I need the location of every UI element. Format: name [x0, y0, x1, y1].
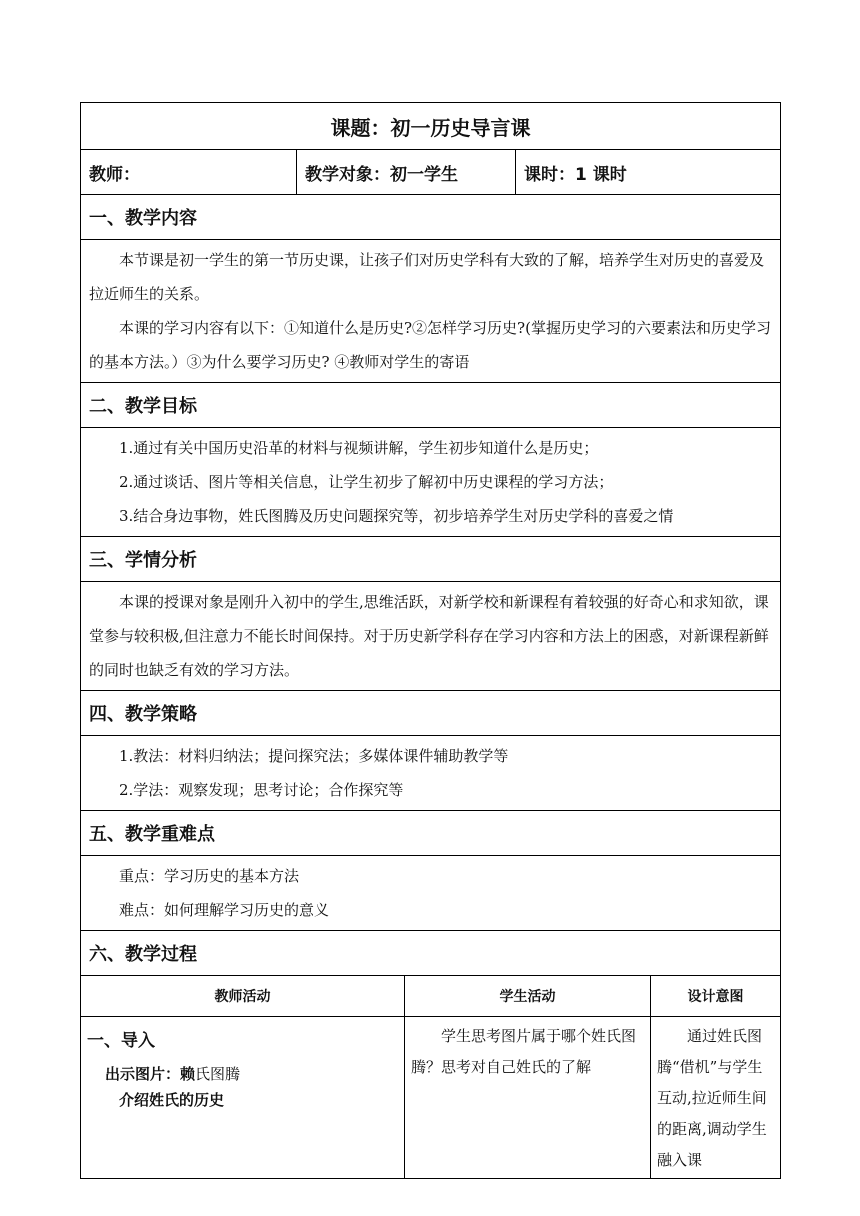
column-header-design: 设计意图	[651, 976, 781, 1017]
intro-history: 介绍姓氏的历史	[119, 1091, 225, 1109]
lesson-title: 课题：初一历史导言课	[81, 103, 781, 150]
keypoint-item: 难点：如何理解学习历史的意义	[119, 901, 330, 919]
analysis-paragraph: 本课的授课对象是刚升入初中的学生,思维活跃，对新学校和新课程有着较强的好奇心和求知欲，课堂参与较积极,但注意力不能长时间保持。对于历史新学科存在学习内容和方法上的困惑，对新课程新鲜的同时也缺乏有效的学习方法。	[89, 593, 769, 679]
strategy-item: 1.教法：材料归纳法；提问探究法；多媒体课件辅助教学等	[119, 747, 509, 765]
show-prefix: 出示图片：	[105, 1065, 181, 1083]
section-heading-strategy: 四、教学策略	[81, 691, 781, 736]
student-activity-text: 学生思考图片属于哪个姓氏图腾？思考对自己姓氏的了解	[411, 1027, 637, 1076]
section-heading-content: 一、教学内容	[81, 195, 781, 240]
section-body-keypoints	[81, 856, 781, 931]
hours-field: 课时：1 课时	[516, 150, 781, 195]
surname: 赖	[180, 1065, 196, 1083]
section-body-goals	[81, 428, 781, 537]
goal-item: 1.通过有关中国历史沿革的材料与视频讲解，学生初步知道什么是历史；	[119, 439, 599, 457]
section-body-analysis	[81, 582, 781, 691]
design-intent-cell	[651, 1017, 781, 1179]
section-heading-keypoints: 五、教学重难点	[81, 811, 781, 856]
column-header-teacher: 教师活动	[81, 976, 405, 1017]
keypoint-item: 重点：学习历史的基本方法	[119, 867, 300, 885]
section-heading-analysis: 三、学情分析	[81, 537, 781, 582]
student-activity-cell	[405, 1017, 651, 1179]
audience-field: 教学对象：初一学生	[297, 150, 516, 195]
content-paragraph: 本节课是初一学生的第一节历史课，让孩子们对历史学科有大致的了解，培养学生对历史的喜爱及拉近师生的关系。	[89, 251, 765, 303]
section-body-content	[81, 240, 781, 383]
lesson-plan-table	[80, 102, 781, 1179]
show-suffix: 氏图腾	[195, 1065, 241, 1083]
teacher-field: 教师：	[81, 150, 297, 195]
lesson-plan	[80, 102, 780, 1179]
intro-title: 一、导入	[87, 1031, 155, 1051]
content-paragraph: 本课的学习内容有以下：①知道什么是历史?②怎样学习历史?(掌握历史学习的六要素法和历史学习的基本方法。）③为什么要学习历史? ④教师对学生的寄语	[89, 319, 771, 371]
strategy-item: 2.学法：观察发现；思考讨论；合作探究等	[119, 781, 404, 799]
teacher-activity-cell	[81, 1017, 405, 1179]
column-header-student: 学生活动	[405, 976, 651, 1017]
section-heading-process: 六、教学过程	[81, 931, 781, 976]
intro-show-picture	[87, 1061, 398, 1087]
goal-item: 3.结合身边事物，姓氏图腾及历史问题探究等，初步培养学生对历史学科的喜爱之情	[119, 507, 674, 525]
section-heading-goals: 二、教学目标	[81, 383, 781, 428]
design-intent-text: 通过姓氏图腾“借机”与学生互动,拉近师生间的距离,调动学生融入课	[657, 1027, 767, 1169]
section-body-strategy	[81, 736, 781, 811]
goal-item: 2.通过谈话、图片等相关信息，让学生初步了解初中历史课程的学习方法；	[119, 473, 614, 491]
